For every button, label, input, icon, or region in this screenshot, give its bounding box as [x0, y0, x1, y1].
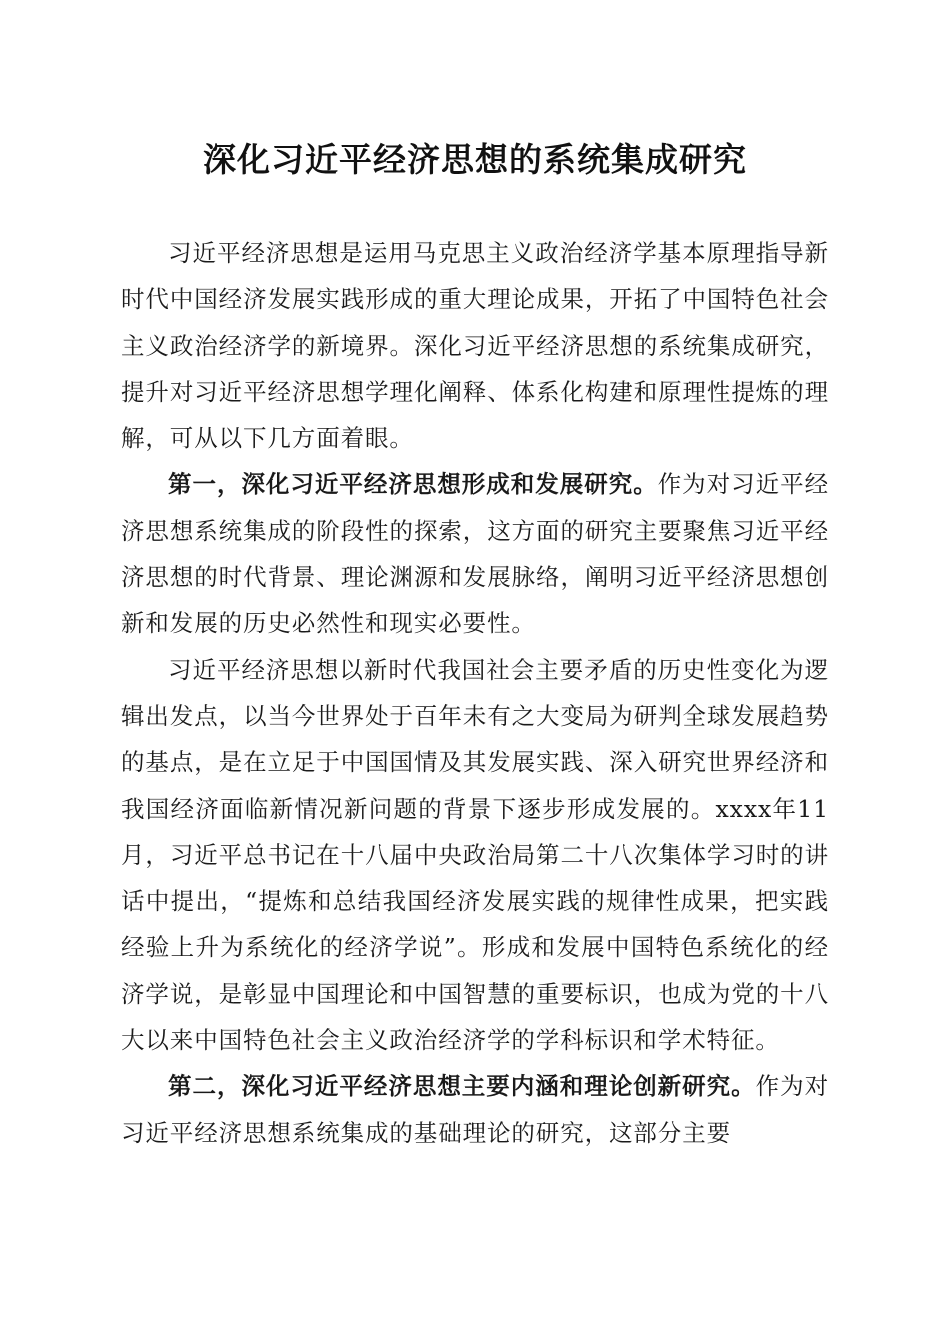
document-title: 深化习近平经济思想的系统集成研究 [203, 140, 747, 179]
document-body [121, 230, 829, 1156]
paragraph-first-point [121, 461, 829, 646]
paragraph-first-point-text: 作为对习近平经济思想系统集成的阶段性的探索，这方面的研究主要聚焦习近平经济思想的时代背景、理论渊源和发展脉络，阐明习近平经济思想创新和发展的历史必然性和现实必要性。 [121, 470, 829, 638]
paragraph-intro-text: 习近平经济思想是运用马克思主义政治经济学基本原理指导新时代中国经济发展实践形成的重大理论成果，开拓了中国特色社会主义政治经济学的新境界。深化习近平经济思想的系统集成研究，提升对习近平经济思想学理化阐释、体系化构建和原理性提炼的理解，可从以下几方面着眼。 [121, 239, 829, 453]
paragraph-second-point [121, 1063, 829, 1156]
paragraph-background [121, 647, 829, 1064]
paragraph-background-text: 习近平经济思想以新时代我国社会主要矛盾的历史性变化为逻辑出发点，以当今世界处于百年未有之大变局为研判全球发展趋势的基点，是在立足于中国国情及其发展实践、深入研究世界经济和我国经济面临新情况新问题的背景下逐步形成发展的。xxxx年11月，习近平总书记在十八届中央政治局第二十八次集体学习时的讲话中提出，“提炼和总结我国经济发展实践的规律性成果，把实践经验上升为系统化的经济学说”。形成和发展中国特色系统化的经济学说，是彰显中国理论和中国智慧的重要标识，也成为党的十八大以来中国特色社会主义政治经济学的学科标识和学术特征。 [121, 655, 829, 1055]
paragraph-intro [121, 230, 829, 461]
paragraph-second-point-text: 作为对习近平经济思想系统集成的基础理论的研究，这部分主要 [121, 1072, 829, 1147]
paragraph-first-point-heading: 第一，深化习近平经济思想形成和发展研究。 [168, 470, 658, 499]
paragraph-second-point-heading: 第二，深化习近平经济思想主要内涵和理论创新研究。 [168, 1072, 756, 1101]
